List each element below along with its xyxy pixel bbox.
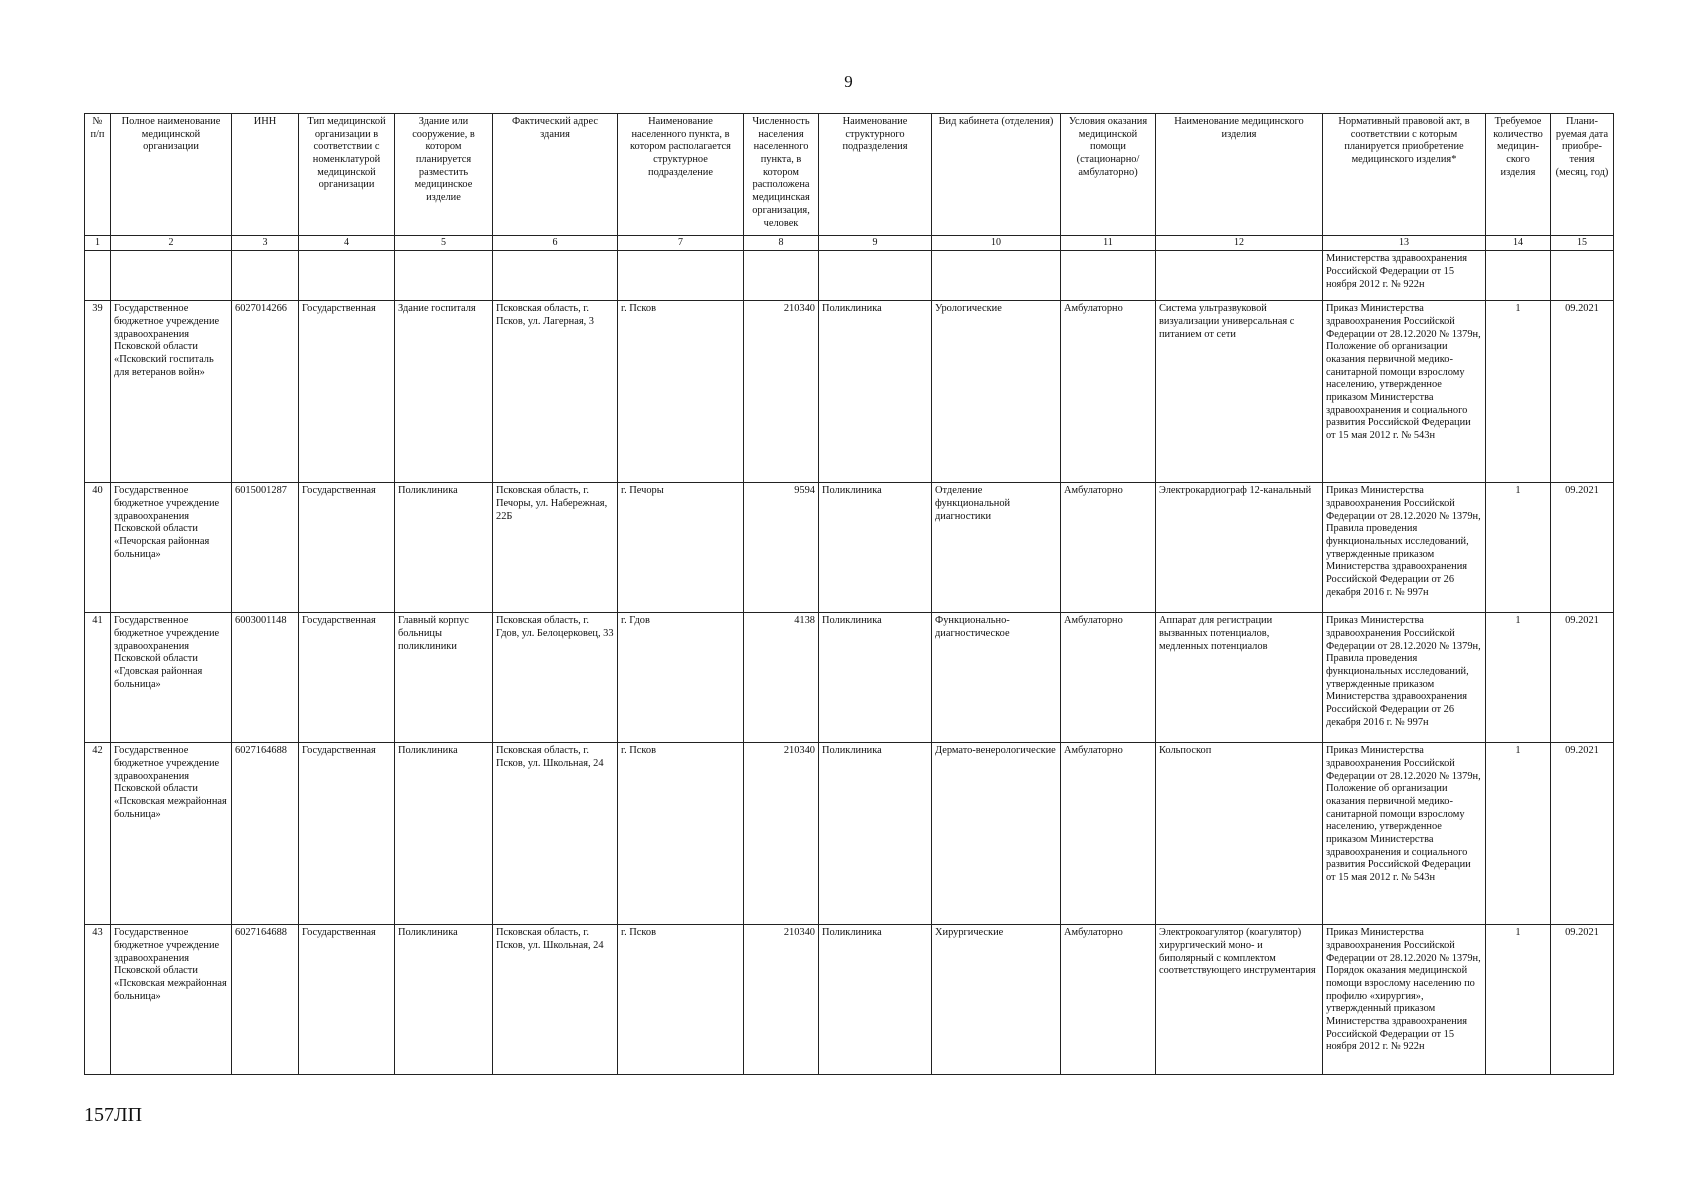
table-row bbox=[85, 613, 1614, 743]
subdivision-cell: Поликлиника bbox=[819, 613, 932, 743]
table-cell bbox=[932, 251, 1061, 301]
office-type-cell: Хирургические bbox=[932, 925, 1061, 1075]
inn-cell: 6027014266 bbox=[232, 301, 299, 483]
table-cell bbox=[111, 251, 232, 301]
legal-act-cell: Приказ Министерства здравоохранения Российской Федерации от 28.12.2020 № 1379н, Правила проведения функциональных исследований, утвержденные приказом Министерства здравоохранения Российской Федерации от 26 декабря 2016 г. № 997н bbox=[1323, 613, 1486, 743]
building-cell: Здание госпиталя bbox=[395, 301, 493, 483]
table-cell bbox=[85, 251, 111, 301]
page-number: 9 bbox=[844, 72, 853, 91]
table-cell bbox=[1061, 251, 1156, 301]
population-cell: 210340 bbox=[744, 743, 819, 925]
header-cell: Тип медицинской организации в соответствии с номенклатурой медицинской организации bbox=[299, 114, 395, 236]
subdivision-cell: Поликлиника bbox=[819, 925, 932, 1075]
care-conditions-cell: Амбулаторно bbox=[1061, 301, 1156, 483]
column-number: 11 bbox=[1061, 236, 1156, 251]
population-cell: 9594 bbox=[744, 483, 819, 613]
planned-date-cell: 09.2021 bbox=[1551, 743, 1614, 925]
table-row bbox=[85, 743, 1614, 925]
table-cell: Министерства здравоохранения Российской Федерации от 15 ноября 2012 г. № 922н bbox=[1323, 251, 1486, 301]
column-number: 4 bbox=[299, 236, 395, 251]
legal-act-cell: Приказ Министерства здравоохранения Российской Федерации от 28.12.2020 № 1379н, Правила проведения функциональных исследований, утвержденные приказом Министерства здравоохранения Российской Федерации от 26 декабря 2016 г. № 997н bbox=[1323, 483, 1486, 613]
header-cell: Численность населения населенного пункта, в котором расположена медицинская организация, человек bbox=[744, 114, 819, 236]
quantity-cell: 1 bbox=[1486, 613, 1551, 743]
table-cell bbox=[232, 251, 299, 301]
quantity-cell: 1 bbox=[1486, 743, 1551, 925]
row-number-cell: 39 bbox=[85, 301, 111, 483]
device-name-cell: Система ультразвуковой визуализации универсальная с питанием от сети bbox=[1156, 301, 1323, 483]
column-number: 8 bbox=[744, 236, 819, 251]
population-cell: 210340 bbox=[744, 925, 819, 1075]
table-cell bbox=[1486, 251, 1551, 301]
table-row bbox=[85, 925, 1614, 1075]
address-cell: Псковская область, г. Псков, ул. Школьная, 24 bbox=[493, 925, 618, 1075]
locality-cell: г. Псков bbox=[618, 743, 744, 925]
column-number: 5 bbox=[395, 236, 493, 251]
header-cell: Наименование медицинского изделия bbox=[1156, 114, 1323, 236]
table-row bbox=[85, 483, 1614, 613]
header-cell: Здание или сооружение, в котором планируется разместить медицинское изделие bbox=[395, 114, 493, 236]
office-type-cell: Дермато-венерологические bbox=[932, 743, 1061, 925]
column-number: 15 bbox=[1551, 236, 1614, 251]
header-row bbox=[85, 114, 1614, 236]
subdivision-cell: Поликлиника bbox=[819, 301, 932, 483]
column-number: 9 bbox=[819, 236, 932, 251]
care-conditions-cell: Амбулаторно bbox=[1061, 483, 1156, 613]
document-code: 157ЛП bbox=[84, 1104, 143, 1126]
office-type-cell: Отделение функциональной диагностики bbox=[932, 483, 1061, 613]
table-cell bbox=[395, 251, 493, 301]
device-name-cell: Кольпоскоп bbox=[1156, 743, 1323, 925]
column-number: 3 bbox=[232, 236, 299, 251]
care-conditions-cell: Амбулаторно bbox=[1061, 613, 1156, 743]
row-number-cell: 43 bbox=[85, 925, 111, 1075]
row-number-cell: 40 bbox=[85, 483, 111, 613]
header-cell: ИНН bbox=[232, 114, 299, 236]
org-type-cell: Государственная bbox=[299, 483, 395, 613]
quantity-cell: 1 bbox=[1486, 483, 1551, 613]
row-number-cell: 42 bbox=[85, 743, 111, 925]
organization-name-cell: Государственное бюджетное учреждение здравоохранения Псковской области «Псковская межрайонная больница» bbox=[111, 743, 232, 925]
organization-name-cell: Государственное бюджетное учреждение здравоохранения Псковской области «Псковская межрайонная больница» bbox=[111, 925, 232, 1075]
device-name-cell: Электрокардиограф 12-канальный bbox=[1156, 483, 1323, 613]
care-conditions-cell: Амбулаторно bbox=[1061, 925, 1156, 1075]
table-cell bbox=[1551, 251, 1614, 301]
table-cell bbox=[1156, 251, 1323, 301]
population-cell: 4138 bbox=[744, 613, 819, 743]
planned-date-cell: 09.2021 bbox=[1551, 301, 1614, 483]
column-number: 10 bbox=[932, 236, 1061, 251]
table-cell bbox=[819, 251, 932, 301]
org-type-cell: Государственная bbox=[299, 925, 395, 1075]
planned-date-cell: 09.2021 bbox=[1551, 483, 1614, 613]
subdivision-cell: Поликлиника bbox=[819, 743, 932, 925]
device-name-cell: Аппарат для регистрации вызванных потенциалов, медленных потенциалов bbox=[1156, 613, 1323, 743]
column-number: 2 bbox=[111, 236, 232, 251]
header-cell: Фактический адрес здания bbox=[493, 114, 618, 236]
legal-act-cell: Приказ Министерства здравоохранения Российской Федерации от 28.12.2020 № 1379н, Положение об организации оказания первичной медико-санитарной помощи взрослому населению, утвержденное приказом Министерства здравоохранения и социального развития Российской Федерации от 15 мая 2012 г. № 543н bbox=[1323, 301, 1486, 483]
header-cell: Вид кабинета (отделения) bbox=[932, 114, 1061, 236]
header-cell: Нормативный правовой акт, в соответствии с которым планируется приобретение медицинского изделия* bbox=[1323, 114, 1486, 236]
building-cell: Главный корпус больницы поликлиники bbox=[395, 613, 493, 743]
inn-cell: 6015001287 bbox=[232, 483, 299, 613]
column-number: 13 bbox=[1323, 236, 1486, 251]
address-cell: Псковская область, г. Псков, ул. Лагерная, 3 bbox=[493, 301, 618, 483]
header-cell: Требуемое количество медицин-ского изделия bbox=[1486, 114, 1551, 236]
locality-cell: г. Псков bbox=[618, 925, 744, 1075]
planned-date-cell: 09.2021 bbox=[1551, 925, 1614, 1075]
org-type-cell: Государственная bbox=[299, 301, 395, 483]
org-type-cell: Государственная bbox=[299, 743, 395, 925]
address-cell: Псковская область, г. Псков, ул. Школьная, 24 bbox=[493, 743, 618, 925]
header-cell: Наименование населенного пункта, в котором располагается структурное подразделение bbox=[618, 114, 744, 236]
inn-cell: 6003001148 bbox=[232, 613, 299, 743]
building-cell: Поликлиника bbox=[395, 743, 493, 925]
table-cell bbox=[618, 251, 744, 301]
header-cell: Условия оказания медицинской помощи (стационарно/ амбулаторно) bbox=[1061, 114, 1156, 236]
locality-cell: г. Псков bbox=[618, 301, 744, 483]
column-number: 14 bbox=[1486, 236, 1551, 251]
continuation-row bbox=[85, 251, 1614, 301]
table-cell bbox=[493, 251, 618, 301]
column-number: 1 bbox=[85, 236, 111, 251]
locality-cell: г. Гдов bbox=[618, 613, 744, 743]
organization-name-cell: Государственное бюджетное учреждение здравоохранения Псковской области «Печорская районная больница» bbox=[111, 483, 232, 613]
care-conditions-cell: Амбулаторно bbox=[1061, 743, 1156, 925]
column-number: 12 bbox=[1156, 236, 1323, 251]
quantity-cell: 1 bbox=[1486, 925, 1551, 1075]
legal-act-cell: Приказ Министерства здравоохранения Российской Федерации от 28.12.2020 № 1379н, Порядок оказания медицинской помощи взрослому населению по профилю «хирургия», утвержденный приказом Министерства здравоохранения Российской Федерации от 15 ноября 2012 г. № 922н bbox=[1323, 925, 1486, 1075]
header-cell: Наименование структурного подразделения bbox=[819, 114, 932, 236]
building-cell: Поликлиника bbox=[395, 483, 493, 613]
table-row bbox=[85, 301, 1614, 483]
inn-cell: 6027164688 bbox=[232, 743, 299, 925]
column-number-row bbox=[85, 236, 1614, 251]
subdivision-cell: Поликлиника bbox=[819, 483, 932, 613]
column-number: 6 bbox=[493, 236, 618, 251]
header-cell: Полное наименование медицинской организации bbox=[111, 114, 232, 236]
equipment-table bbox=[84, 113, 1614, 1075]
legal-act-cell: Приказ Министерства здравоохранения Российской Федерации от 28.12.2020 № 1379н, Положение об организации оказания первичной медико-санитарной помощи взрослому населению, утвержденное приказом Министерства здравоохранения и социального развития Российской Федерации от 15 мая 2012 г. № 543н bbox=[1323, 743, 1486, 925]
address-cell: Псковская область, г. Гдов, ул. Белоцерковец, 33 bbox=[493, 613, 618, 743]
quantity-cell: 1 bbox=[1486, 301, 1551, 483]
organization-name-cell: Государственное бюджетное учреждение здравоохранения Псковской области «Псковский госпиталь для ветеранов войн» bbox=[111, 301, 232, 483]
inn-cell: 6027164688 bbox=[232, 925, 299, 1075]
column-number: 7 bbox=[618, 236, 744, 251]
device-name-cell: Электрокоагулятор (коагулятор) хирургический моно- и биполярный с комплектом соответствующего инструментария bbox=[1156, 925, 1323, 1075]
table-cell bbox=[744, 251, 819, 301]
organization-name-cell: Государственное бюджетное учреждение здравоохранения Псковской области «Гдовская районная больница» bbox=[111, 613, 232, 743]
locality-cell: г. Печоры bbox=[618, 483, 744, 613]
org-type-cell: Государственная bbox=[299, 613, 395, 743]
header-cell: Плани-руемая дата приобре-тения (месяц, год) bbox=[1551, 114, 1614, 236]
office-type-cell: Функционально-диагностическое bbox=[932, 613, 1061, 743]
address-cell: Псковская область, г. Печоры, ул. Набережная, 22Б bbox=[493, 483, 618, 613]
population-cell: 210340 bbox=[744, 301, 819, 483]
office-type-cell: Урологические bbox=[932, 301, 1061, 483]
planned-date-cell: 09.2021 bbox=[1551, 613, 1614, 743]
building-cell: Поликлиника bbox=[395, 925, 493, 1075]
header-cell: № п/п bbox=[85, 114, 111, 236]
table-cell bbox=[299, 251, 395, 301]
row-number-cell: 41 bbox=[85, 613, 111, 743]
